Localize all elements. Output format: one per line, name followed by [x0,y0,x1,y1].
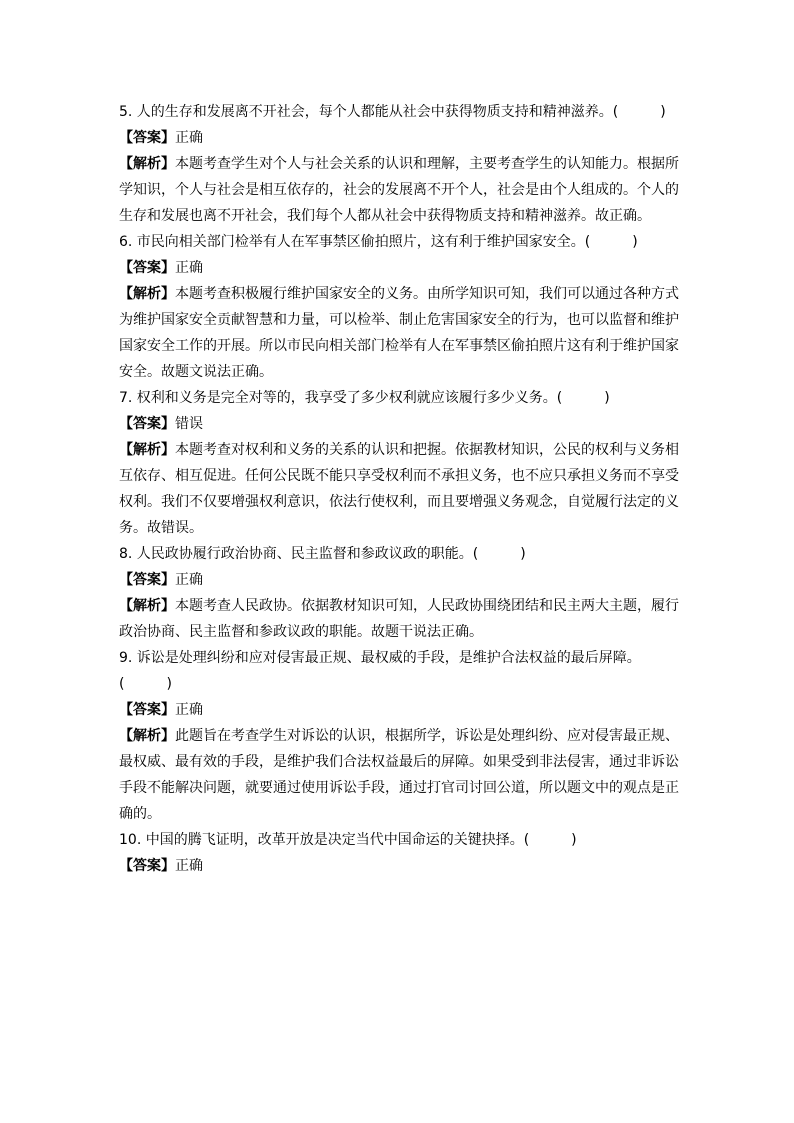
question-text: 9. 诉讼是处理纠纷和应对侵害最正规、最权威的手段，是维护合法权益的最后屏障。 [119,650,641,666]
question-text: 5. 人的生存和发展离不开社会，每个人都能从社会中获得物质支持和精神滋养。( ) [119,104,666,120]
analysis-text: 务。故错误。 [119,520,203,536]
analysis-text: 确的。 [119,806,161,822]
answer-value: 正确 [175,858,203,874]
answer-line [119,697,685,723]
analysis-line [119,437,685,463]
analysis-line [119,333,685,359]
answer-line [119,853,685,879]
analysis-line [119,463,685,489]
question-block [119,99,685,229]
analysis-text: 安全。故题文说法正确。 [119,364,273,380]
question-text: 8. 人民政协履行政治协商、民主监督和参政议政的职能。( ) [119,546,526,562]
analysis-line [119,593,685,619]
analysis-text: 国家安全工作的开展。所以市民向相关部门检举有人在军事禁区偷拍照片这有利于维护国家 [119,338,679,354]
analysis-tag: 【解析】 [119,156,175,172]
answer-line [119,411,685,437]
answer-line [119,255,685,281]
answer-value: 正确 [175,572,203,588]
analysis-line [119,359,685,385]
analysis-line [119,749,685,775]
analysis-text: 政治协商、民主监督和参政议政的职能。故题干说法正确。 [119,624,483,640]
analysis-text: 最权威、最有效的手段，是维护我们合法权益最后的屏障。如果受到非法侵害，通过非诉讼 [119,754,679,770]
question-block [119,229,685,385]
answer-tag: 【答案】 [119,416,175,432]
analysis-line [119,177,685,203]
analysis-line [119,619,685,645]
document-page [119,99,685,879]
question-text: 10. 中国的腾飞证明，改革开放是决定当代中国命运的关键抉择。( ) [119,832,577,848]
analysis-text: 权利。我们不仅要增强权利意识，依法行使权利，而且要增强义务观念，自觉履行法定的义 [119,494,679,510]
analysis-line [119,515,685,541]
analysis-text: 为维护国家安全贡献智慧和力量，可以检举、制止危害国家安全的行为，也可以监督和维护 [119,312,679,328]
answer-tag: 【答案】 [119,572,175,588]
analysis-text: 生存和发展也离不开社会，我们每个人都从社会中获得物质支持和精神滋养。故正确。 [119,208,651,224]
answer-tag: 【答案】 [119,130,175,146]
answer-value: 错误 [175,416,203,432]
analysis-text: 互依存、相互促进。任何公民既不能只享受权利而不承担义务，也不应只承担义务而不享受 [119,468,679,484]
question-block [119,827,685,879]
analysis-tag: 【解析】 [119,728,175,744]
analysis-tag: 【解析】 [119,442,175,458]
analysis-line [119,203,685,229]
question-block [119,541,685,645]
question-text: ( ) [119,676,172,692]
answer-tag: 【答案】 [119,260,175,276]
question-text: 7. 权利和义务是完全对等的，我享受了多少权利就应该履行多少义务。( ) [119,390,610,406]
analysis-line [119,723,685,749]
answer-value: 正确 [175,130,203,146]
analysis-text: 手段不能解决问题，就要通过使用诉讼手段，通过打官司讨回公道，所以题文中的观点是正 [119,780,679,796]
analysis-text: 本题考查对权利和义务的关系的认识和把握。依据教材知识，公民的权利与义务相 [175,442,679,458]
answer-line [119,567,685,593]
analysis-tag: 【解析】 [119,286,175,302]
analysis-line [119,801,685,827]
analysis-text: 此题旨在考查学生对诉讼的认识，根据所学，诉讼是处理纠纷、应对侵害最正规、 [175,728,679,744]
question-text: 6. 市民向相关部门检举有人在军事禁区偷拍照片，这有利于维护国家安全。( ) [119,234,638,250]
answer-value: 正确 [175,702,203,718]
analysis-tag: 【解析】 [119,598,175,614]
analysis-line [119,775,685,801]
answer-value: 正确 [175,260,203,276]
analysis-text: 本题考查学生对个人与社会关系的认识和理解，主要考查学生的认知能力。根据所 [175,156,679,172]
question-block [119,645,685,827]
answer-tag: 【答案】 [119,858,175,874]
answer-line [119,125,685,151]
analysis-line [119,307,685,333]
answer-tag: 【答案】 [119,702,175,718]
analysis-line [119,489,685,515]
analysis-line [119,151,685,177]
analysis-text: 本题考查积极履行维护国家安全的义务。由所学知识可知，我们可以通过各种方式 [175,286,679,302]
question-block [119,385,685,541]
analysis-text: 学知识，个人与社会是相互依存的，社会的发展离不开个人，社会是由个人组成的。个人的 [119,182,679,198]
analysis-text: 本题考查人民政协。依据教材知识可知，人民政协围绕团结和民主两大主题，履行 [175,598,679,614]
analysis-line [119,281,685,307]
